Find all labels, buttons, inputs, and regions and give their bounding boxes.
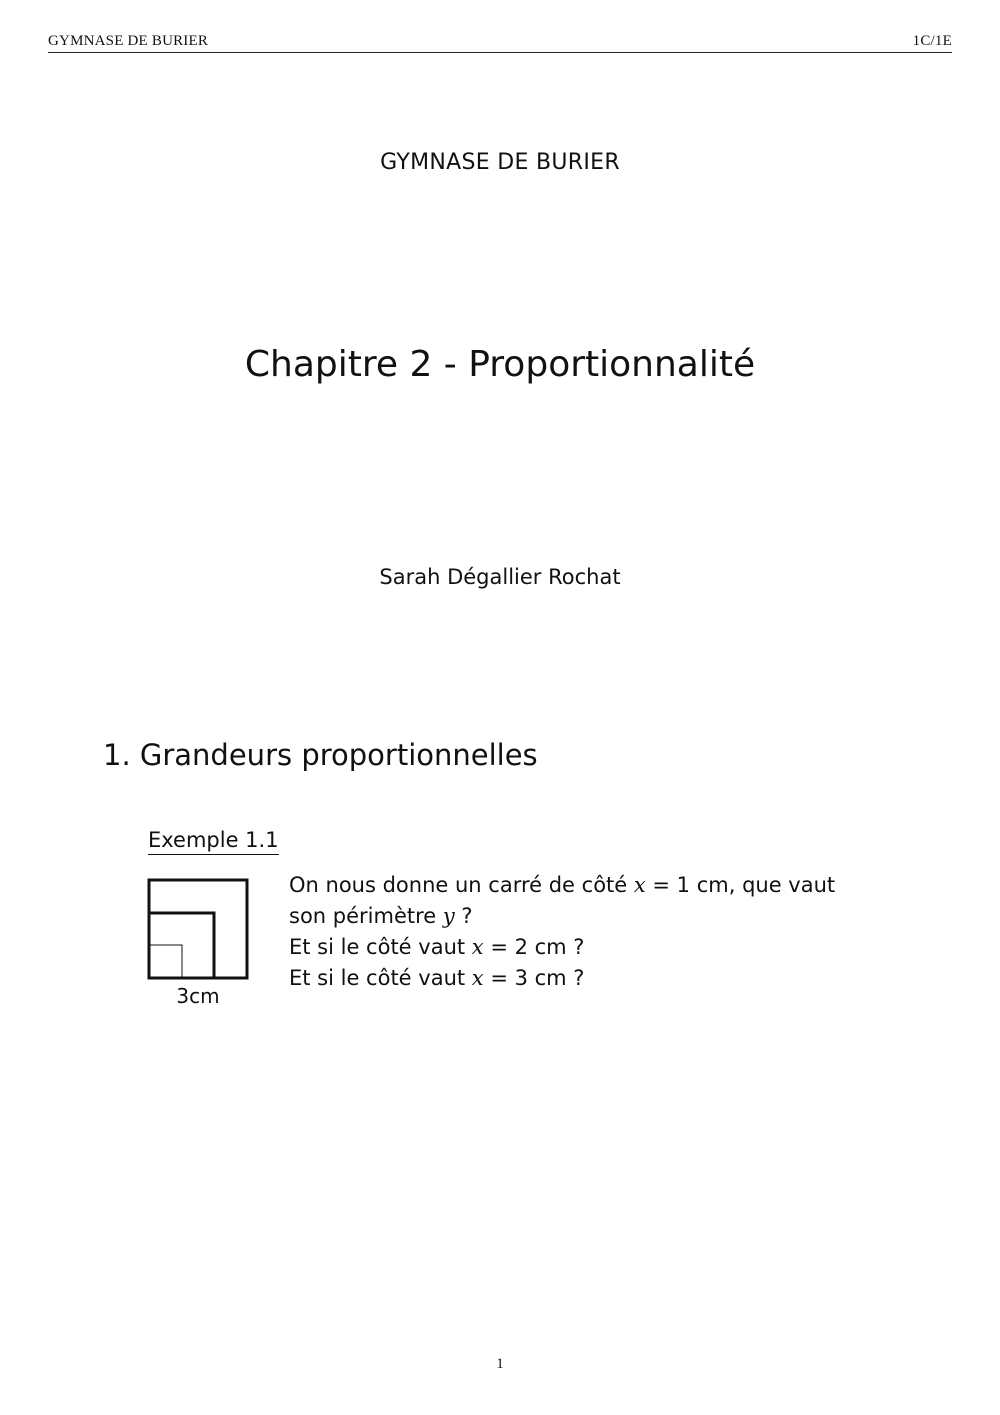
page-number: 1	[496, 1356, 504, 1372]
statement-line: On nous donne un carré de côté x = 1 cm, que vaut	[289, 873, 836, 897]
section-heading: 1. Grandeurs proportionnelles	[103, 738, 538, 772]
figure-caption: 3cm	[176, 984, 220, 1008]
author-name: Sarah Dégallier Rochat	[379, 565, 621, 589]
header-left-text: GYMNASE DE BURIER	[48, 33, 209, 49]
example-statement	[289, 870, 889, 994]
statement-line: Et si le côté vaut x = 3 cm ?	[289, 966, 585, 990]
running-header	[48, 32, 952, 53]
math-variable: x	[471, 966, 484, 990]
math-variable: y	[442, 904, 455, 928]
document-title: Chapitre 2 - Proportionnalité	[244, 344, 756, 385]
statement-line: Et si le côté vaut x = 2 cm ?	[289, 935, 585, 959]
example-label: Exemple 1.1	[148, 828, 279, 855]
square-3cm	[149, 880, 247, 978]
header-right-text: 1C/1E	[912, 33, 952, 49]
math-variable: x	[633, 873, 646, 897]
math-variable: x	[471, 935, 484, 959]
statement-line: son périmètre y ?	[289, 904, 473, 928]
square-1cm	[149, 945, 182, 978]
school-name: GYMNASE DE BURIER	[380, 150, 620, 175]
